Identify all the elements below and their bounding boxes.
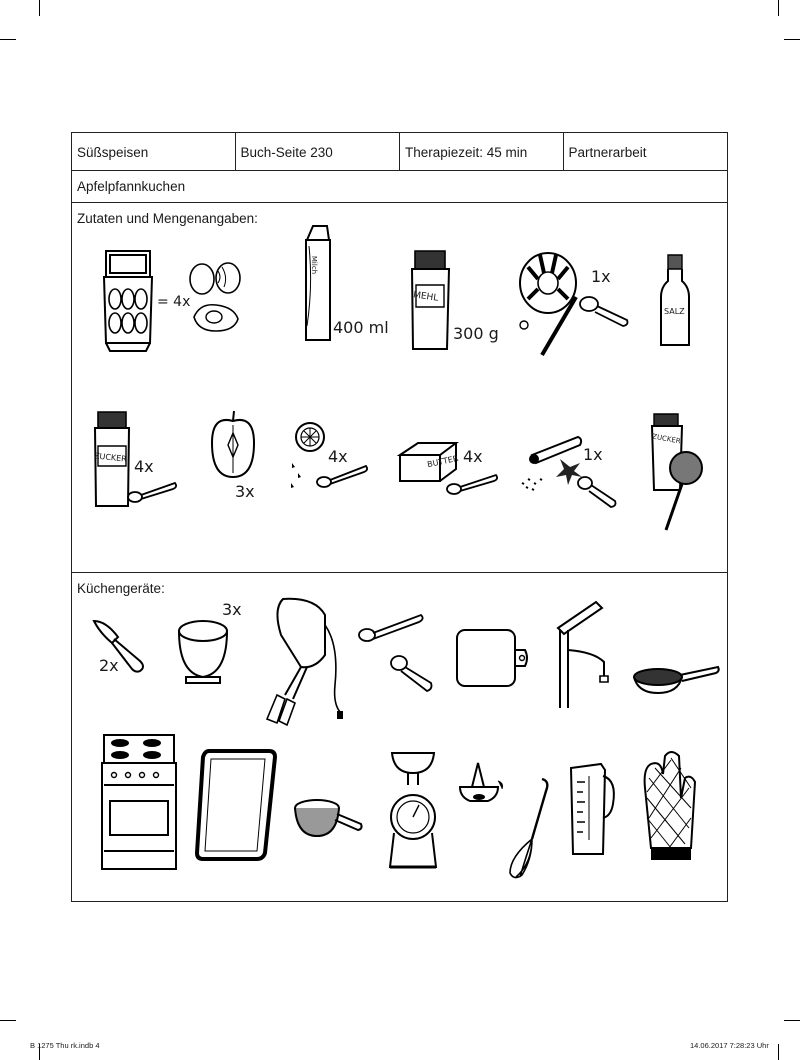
salt-label: SALZ [664,307,685,316]
sugar-qty: 4x [134,457,154,476]
measuring-jug-icon [563,760,617,860]
salt-shaker-icon [659,253,691,349]
citrus-juicer-icon [458,761,504,805]
cinnamon-qty: 1x [583,445,603,464]
work-mode-cell: Partnerarbeit [568,145,647,160]
milk-carton-icon [303,224,331,344]
butter-label: BUTTER [426,453,460,470]
apple-half-icon [208,411,258,481]
tin-qty: 1x [591,267,611,286]
crop-mark-top-right-v [778,0,779,16]
kitchen-scale-icon [388,749,438,873]
oven-mitts-icon [641,748,701,864]
sieve-icon [293,786,365,846]
powdered-sugar-icon [648,412,710,540]
crop-mark-bottom-left [0,1020,16,1021]
crop-mark-top-left [0,39,16,40]
recipe-sheet [71,132,728,902]
cinnamon-stick-icon [520,433,584,493]
cinnamon-spoon-icon [577,475,619,511]
eggs-qty: = 4x [157,294,191,310]
footer-file: B 1275 Thu rk.indb 4 [30,1041,100,1050]
flour-label: MEHL [412,290,439,304]
knife-qty: 2x [99,656,119,675]
cutting-board-icon [455,628,531,688]
hand-mixer-icon [255,595,345,725]
ingredients-section [72,203,727,573]
lemon-spoon-icon [316,462,370,490]
powder-sugar-label: ZUCKER [651,432,682,446]
crop-mark-bottom-right [784,1020,800,1021]
header-row [72,133,727,171]
egg-carton-icon [100,247,156,351]
recipe-title: Apfelpfannkuchen [72,170,727,203]
crop-mark-bottom-right-v [778,1044,779,1060]
butter-spoon-icon [446,471,500,497]
sugar-spoon-icon [127,479,179,505]
bundt-tin-icon [518,247,588,357]
milk-qty: 400 ml [333,318,389,337]
bowl-qty: 3x [222,600,242,619]
footer-timestamp: 14.06.2017 7:28:23 Uhr [690,1041,769,1050]
frying-pan-icon [632,663,720,699]
milk-label: Milch [310,255,319,275]
kitchen-label: Küchengeräte: [77,581,165,596]
crop-mark-top-right [784,39,800,40]
whisk-icon [502,777,552,883]
flour-qty: 300 g [453,324,499,343]
apple-qty: 3x [235,482,255,501]
measuring-spoons-icon [357,611,427,693]
measuring-spoon-icon [579,294,631,328]
butter-qty: 4x [463,447,483,466]
category-cell: Süßspeisen [72,133,236,170]
mixing-bowl-icon [176,617,230,687]
stove-oven-icon [100,733,178,871]
kitchen-section [72,573,727,903]
sugar-label: ZUCKER [93,451,128,464]
cracked-eggs-icon [188,261,243,336]
crop-mark-top-left-v [39,0,40,16]
faucet-icon [554,600,614,710]
page-ref-cell: Buch-Seite 230 [236,133,401,170]
ingredients-label: Zutaten und Mengenangaben: [77,211,258,226]
therapy-time-cell: Therapiezeit: 45 min [400,133,564,170]
baking-tray-icon [195,747,277,863]
lemon-qty: 4x [328,447,348,466]
